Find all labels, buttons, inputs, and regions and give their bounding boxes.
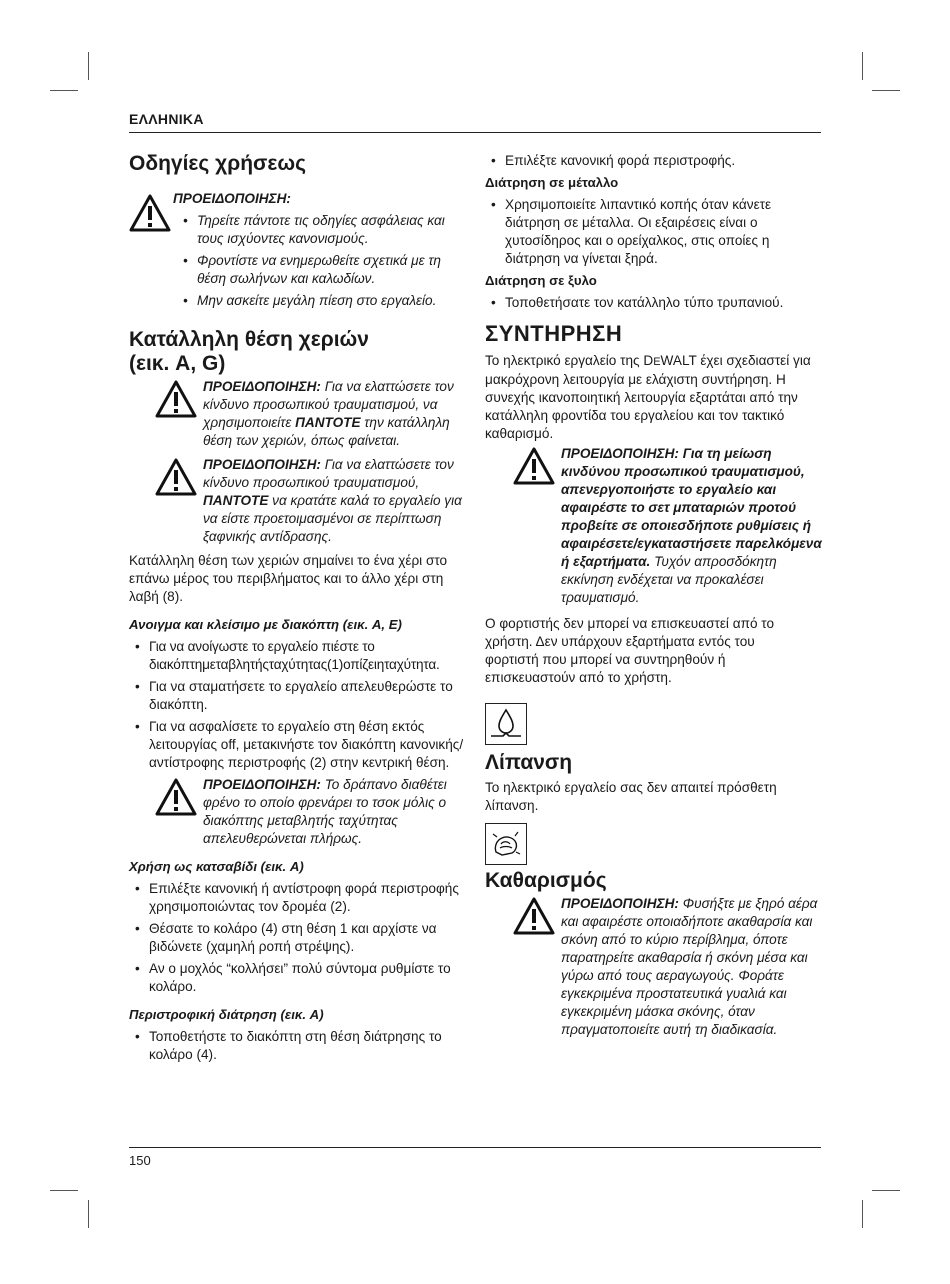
warning-block-grip <box>155 456 469 546</box>
paragraph-text: έχει σχεδιαστεί για μακρόχρονη λειτουργία με ελάχιστη συντήρηση. Η συνεχής ικανοποιητική λειτουργία εξαρτάται από την κατάλληλη φροντίδα του εργαλείου και τον τακτικό καθαρισμό. <box>485 353 811 441</box>
maintenance-paragraph <box>485 352 825 443</box>
warning-text-part: Φυσήξτε με ξηρό αέρα και αφαιρέστε οποιαδήποτε ακαθαρσία και σκόνη από το κύριο περίβλημα, όποτε παρατηρείτε ακαθαρσία ή σκόνη μέσα και γύρω από τους αεραγωγούς. Φοράτε εγκεκριμένα προστατευτικά γυαλιά και εγκεκριμένη μάσκα σκόνης, όταν πραγματοποιείτε αυτή τη διαδικασία. <box>561 896 818 1037</box>
warning-triangle-icon <box>155 778 197 816</box>
crop-mark <box>50 90 78 91</box>
warning-triangle-icon <box>155 458 197 496</box>
footer-rule <box>129 1147 821 1148</box>
warning-text <box>561 895 825 1039</box>
warning-label: ΠΡΟΕΙΔΟΠΟΙΗΣΗ: <box>203 379 321 394</box>
page-number: 150 <box>129 1153 151 1168</box>
metal-title: Διάτρηση σε μέταλλο <box>485 175 619 190</box>
warning-block-hands <box>155 378 469 450</box>
language-header: ΕΛΛΗΝΙΚΑ <box>129 111 204 127</box>
list-item: • Για να ανοίγωστε το εργαλείο πιέστε το διακόπτημεταβλητήςταχύτητας(1)οπίζειηταχύτητα. <box>129 638 469 674</box>
screwdriver-list <box>129 880 469 996</box>
warning-text <box>203 456 469 546</box>
usage-title: Οδηγίες χρήσεως <box>129 152 307 175</box>
list-item: • Αν ο μοχλός “κολλήσει” πολύ σύντομα ρυθμίστε το κολάρο. <box>129 960 469 996</box>
warning-triangle-icon <box>513 447 555 485</box>
warning-triangle-icon <box>155 380 197 418</box>
maintenance-title: ΣΥΝΤΗΡΗΣΗ <box>485 321 623 346</box>
list-item: • Τηρείτε πάντοτε τις οδηγίες ασφάλειας και τους ισχύοντες κανονισμούς. <box>177 212 469 248</box>
warning-label: ΠΡΟΕΙΔΟΠΟΙΗΣΗ: <box>173 191 291 206</box>
list-item: • Τοποθετήστε το διακόπτη στη θέση διάτρησης το κολάρο (4). <box>129 1028 469 1064</box>
crop-mark <box>872 1190 900 1191</box>
warning-text-part: να κρατάτε καλά το εργαλείο για να είστε προετοιμασμένοι σε περίπτωση ξαφνικής αντίδρασης. <box>203 493 462 544</box>
warning-text <box>203 776 469 848</box>
brand-text: WALT <box>660 353 697 368</box>
warning-text-part: την κατάλληλη θέση των χεριών, όπως φαίνεται. <box>203 415 450 448</box>
switch-list <box>129 638 469 772</box>
warning-block-maintenance <box>513 445 825 607</box>
hands-title-line1: Κατάλληλη θέση χεριών <box>129 328 369 351</box>
metal-list <box>485 196 825 268</box>
warning-text-part: Για να ελαττώσετε τον κίνδυνο προσωπικού τραυματισμού, να χρησιμοποιείτε <box>203 379 454 430</box>
list-item: • Θέσατε το κολάρο (4) στη θέση 1 και αρχίστε να βιδώνετε (χαμηλή ροπή στρέψης). <box>129 920 469 956</box>
crop-mark <box>50 1190 78 1191</box>
lubrication-paragraph: Το ηλεκτρικό εργαλείο σας δεν απαιτεί πρόσθετη λίπανση. <box>485 780 777 813</box>
warning-text-part: Το δράπανο διαθέτει φρένο το οποίο φρενάρει το τσοκ μόλις ο διακόπτης μεταβλητής ταχύτητας απελευθερώνεται πλήρως. <box>203 777 447 846</box>
warning-text <box>561 445 825 607</box>
header-rule <box>129 132 821 133</box>
warning-block-brake <box>155 776 469 848</box>
warning-triangle-icon <box>129 194 171 232</box>
rotation-list <box>485 152 825 170</box>
cleaning-title: Καθαρισμός <box>485 869 607 892</box>
rotary-title: Περιστροφική διάτρηση (εικ. A) <box>129 1007 324 1022</box>
warning-text <box>203 378 469 450</box>
wood-title: Διάτρηση σε ξυλο <box>485 273 597 288</box>
rotary-list <box>129 1028 469 1064</box>
crop-mark <box>88 1200 89 1228</box>
right-column <box>485 152 825 1039</box>
list-item: • Χρησιμοποιείτε λιπαντικό κοπής όταν κάνετε διάτρηση σε μέταλλα. Οι εξαιρέσεις είναι ο χυτοσίδηρος και ο ορείχαλκος, στις οποίες η διάτρηση να γίνεται ξηρά. <box>485 196 825 268</box>
warning-emphasis: ΠΡΟΕΙΔΟΠΟΙΗΣΗ: Για τη μείωση κινδύνου προσωπικού τραυματισμού, απενεργοποιήστε το εργαλείο και αφαιρέστε το σετ μπαταριών προτού προβείτε σε οποιεσδήποτε ρυθμίσεις ή αφαιρέσετε/εγκαταστήσετε παρελκόμενα ή εξαρτήματα. <box>561 446 822 569</box>
warning-text-part: Τυχόν απροσδόκητη εκκίνηση ενδέχεται να προκαλέσει τραυματισμό. <box>561 554 777 605</box>
warning-emphasis: ΠΑΝΤΟΤΕ <box>295 415 361 430</box>
list-item: • Επιλέξτε κανονική ή αντίστροφη φορά περιστροφής χρησιμοποιώντας τον δρομέα (2). <box>129 880 469 916</box>
list-item: • Για να σταματήσετε το εργαλείο απελευθερώστε το διακόπτη. <box>129 678 469 714</box>
list-item: • Μην ασκείτε μεγάλη πίεση στο εργαλείο. <box>177 292 469 310</box>
hands-title <box>129 328 469 376</box>
list-item: • Τοποθετήσατε τον κατάλληλο τύπο τρυπανιού. <box>485 294 825 312</box>
paragraph-text: Το ηλεκτρικό εργαλείο της D <box>485 353 654 368</box>
brand-text: E <box>653 356 661 368</box>
list-item: • Επιλέξτε κανονική φορά περιστροφής. <box>485 152 825 170</box>
warning-list <box>177 212 469 310</box>
list-item: • Φροντίστε να ενημερωθείτε σχετικά με τη θέση σωλήνων και καλωδίων. <box>177 252 469 288</box>
screwdriver-title: Χρήση ως κατσαβίδι (εικ. A) <box>129 859 304 874</box>
lubrication-title: Λίπανση <box>485 751 573 774</box>
warning-label: ΠΡΟΕΙΔΟΠΟΙΗΣΗ: <box>203 457 321 472</box>
warning-label: ΠΡΟΕΙΔΟΠΟΙΗΣΗ: <box>561 896 679 911</box>
warning-block-usage <box>129 190 469 314</box>
crop-mark <box>862 52 863 80</box>
list-item: • Για να ασφαλίσετε το εργαλείο στη θέση εκτός λειτουργίας off, μετακινήστε τον διακόπτη κανονικής/αντίστροφης περιστροφής (2) στην κεντρική θέση. <box>129 718 469 772</box>
oil-drop-icon <box>488 706 524 742</box>
warning-block-cleaning <box>513 895 825 1039</box>
switch-title: Ανοιγμα και κλείσιμο με διακόπτη (εικ. A, E) <box>129 617 402 632</box>
warning-label: ΠΡΟΕΙΔΟΠΟΙΗΣΗ: <box>203 777 321 792</box>
cleaning-icon <box>485 823 527 865</box>
warning-triangle-icon <box>513 897 555 935</box>
warning-emphasis: ΠΑΝΤΟΤΕ <box>203 493 269 508</box>
wood-list <box>485 294 825 312</box>
left-column <box>129 152 469 1068</box>
lubrication-icon <box>485 703 527 745</box>
warning-text-part: Για να ελαττώσετε τον κίνδυνο προσωπικού τραυματισμού, <box>203 457 454 490</box>
crop-mark <box>862 1200 863 1228</box>
hands-title-line2: (εικ. A, G) <box>129 352 226 375</box>
charger-paragraph: Ο φορτιστής δεν μπορεί να επισκευαστεί από το χρήστη. Δεν υπάρχουν εξαρτήματα εντός του φορτιστή που μπορεί να συντηρηθούν ή επισκευαστούν από το χρήστη. <box>485 616 775 685</box>
crop-mark <box>88 52 89 80</box>
hands-paragraph: Κατάλληλη θέση των χεριών σημαίνει το ένα χέρι στο επάνω μέρος του περιβλήματος και το άλλο χέρι στη λαβή (8). <box>129 553 448 604</box>
cleaning-hand-icon <box>488 826 524 862</box>
crop-mark <box>872 90 900 91</box>
